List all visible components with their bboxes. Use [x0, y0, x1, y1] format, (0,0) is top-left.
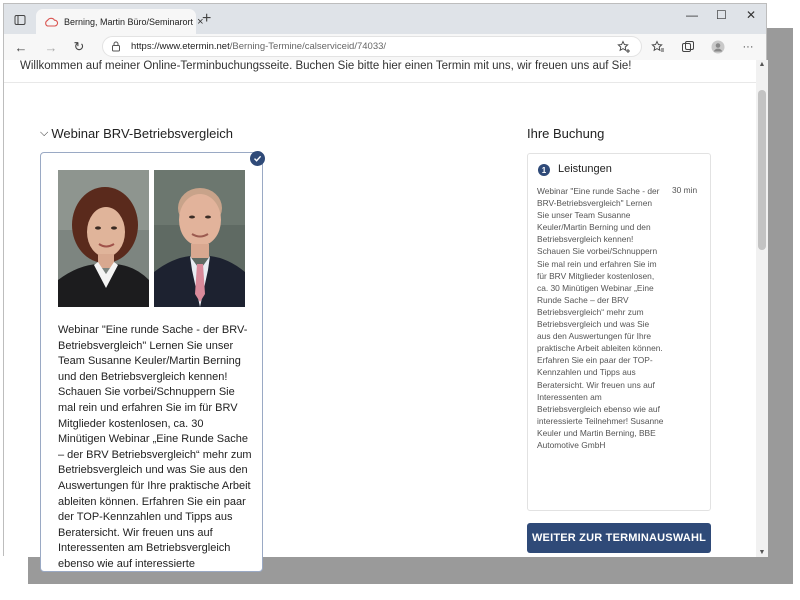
booking-title: Ihre Buchung	[527, 126, 605, 141]
section-title: Webinar BRV-Betriebsvergleich	[51, 126, 233, 141]
page-content	[4, 60, 756, 570]
cloud-favicon-icon	[44, 15, 58, 29]
service-description: Webinar "Eine runde Sache - der BRV-Betriebsvergleich" Lernen Sie unser Team Susanne Keuler/Martin Berning und den Betriebsvergleich kennen! Schauen Sie vorbei/Schnuppern Sie mal rein und erfahren Sie im für BRV Mitglieder kostenlosen, ca. 30 Minütigen Webinar „Eine Runde Sache – der BRV Betriebsvergleich“ mehr zum Betriebsvergleich und was Sie aus den Auswertungen für Ihre praktische Arbeit ableiten können. Erfahren Sie ein paar der TOP-Kennzahlen und Tipps aus Beratersicht. Wir freuen uns auf Interessenten am Betriebsvergleich ebenso wie auf interessierte	[58, 324, 252, 570]
tab-title: Berning, Martin Büro/Seminarort	[64, 16, 194, 27]
portrait-man-photo	[154, 170, 245, 307]
step-number-badge: 1	[538, 164, 550, 176]
tab-close-icon[interactable]: ×	[197, 15, 204, 28]
lock-icon[interactable]	[111, 41, 125, 52]
add-favorite-icon[interactable]	[616, 39, 632, 55]
chevron-down-icon: ⌵	[40, 127, 49, 139]
profile-avatar-icon[interactable]	[710, 39, 726, 55]
collections-icon[interactable]	[680, 39, 696, 55]
booking-summary-card	[527, 153, 711, 511]
service-card[interactable]	[40, 152, 263, 572]
booking-duration: 30 min	[672, 185, 698, 195]
url-path: /Berning-Termine/calserviceid/74033/	[229, 41, 387, 52]
maximize-icon[interactable]: ☐	[716, 8, 727, 22]
back-icon[interactable]: ←	[14, 39, 28, 55]
forward-icon[interactable]: →	[44, 39, 58, 55]
step-label: Leistungen	[558, 163, 612, 175]
vertical-scrollbar[interactable]	[756, 60, 768, 557]
continue-to-appointment-button[interactable]: WEITER ZUR TERMINAUSWAHL	[527, 523, 711, 553]
minimize-icon[interactable]: —	[686, 8, 698, 22]
new-tab-button[interactable]: +	[202, 10, 212, 27]
reload-icon[interactable]: ↻	[73, 39, 85, 54]
url-host: https://www.etermin.net	[131, 41, 230, 52]
browser-toolbar	[4, 34, 766, 61]
active-tab[interactable]	[36, 9, 204, 34]
address-bar[interactable]	[102, 36, 642, 57]
scroll-down-icon[interactable]: ▼	[758, 549, 766, 556]
scroll-thumb[interactable]	[758, 90, 766, 250]
close-window-icon[interactable]: ✕	[746, 8, 757, 22]
section-toggle[interactable]	[40, 126, 233, 141]
divider	[4, 82, 756, 83]
welcome-text: Willkommen auf meiner Online-Terminbuchungsseite. Buchen Sie bitte hier einen Termin mit uns, wir freuen uns auf Sie!	[20, 60, 632, 72]
favorites-icon[interactable]	[650, 39, 666, 55]
more-menu-icon[interactable]: ···	[742, 41, 754, 53]
tab-strip	[4, 4, 766, 34]
browser-window	[3, 3, 767, 570]
scroll-up-icon[interactable]: ▲	[758, 61, 766, 68]
url-text[interactable]	[131, 41, 386, 52]
tab-actions-icon[interactable]	[12, 12, 28, 28]
booking-service-description: Webinar "Eine runde Sache - der BRV-Betriebsvergleich" Lernen Sie unser Team Susanne Keuler/Martin Berning und den Betriebsvergleich kennen! Schauen Sie vorbei/Schnuppern Sie mal rein und erfahren Sie im für BRV Mitglieder kostenlosen, ca. 30 Minütigen Webinar „Eine Runde Sache – der BRV Betriebsvergleich“ mehr zum Betriebsvergleich und was Sie aus den Auswertungen für Ihre praktische Arbeit ableiten können. Erfahren Sie ein paar der TOP-Kennzahlen und Tipps aus Beratersicht. Wir freuen uns auf Interessenten am Betriebsvergleich ebenso wie auf interessierte Teilnehmer! Susanne Keuler und Martin Berning, BBE Automotive GmbH	[537, 186, 664, 450]
selected-check-icon	[250, 151, 265, 166]
portrait-woman-photo	[58, 170, 149, 307]
